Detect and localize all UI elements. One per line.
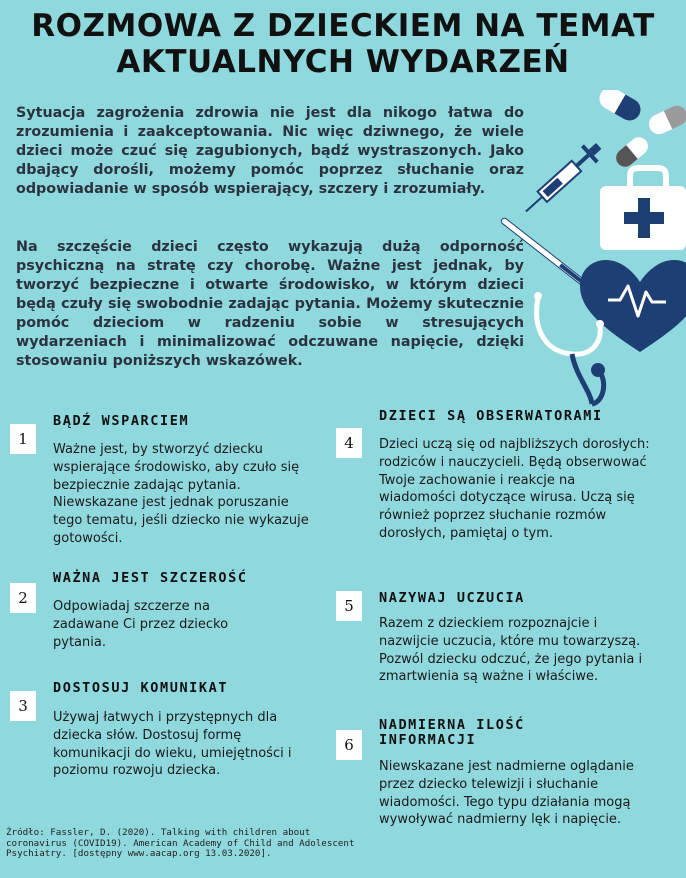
page-title bbox=[0, 8, 686, 80]
medical-illustration bbox=[480, 90, 686, 410]
tip-heading-5: NAZYWAJ UCZUCIA bbox=[379, 590, 525, 606]
tip-number-6: 6 bbox=[336, 730, 362, 760]
intro-paragraph-1: Sytuacja zagrożenia zdrowia nie jest dla nikogo łatwa do zrozumienia i zaakceptowania. Nic więc dziwnego, że wiele dzieci może czuć się zagubionych, bądź wystraszonych. Jako dbający dorośli, możemy pomóc poprzez słuchanie oraz odpowiadanie w sposób wspierający, szczery i zrozumiały. bbox=[16, 105, 524, 197]
tip-heading-2: WAŻNA JEST SZCZEROŚĆ bbox=[53, 570, 248, 586]
tip-text-2: Odpowiadaj szczerze na zadawane Ci przez dziecko pytania. bbox=[53, 599, 229, 650]
syringe-icon bbox=[519, 138, 607, 220]
tip-number-4: 4 bbox=[336, 428, 362, 458]
tip-number-3: 3 bbox=[10, 691, 36, 721]
title-line-2: AKTUALNYCH WYDARZEŃ bbox=[116, 44, 570, 80]
source-citation: Źródło: Fassler, D. (2020). Talking with children about coronavirus (COVID19). American Academy of Child and Adolescent Psychiatry. [dostępny www.aacap.org 13.03.2020]. bbox=[6, 827, 355, 859]
tip-heading-6: NADMIERNA ILOŚĆ INFORMACJI bbox=[379, 717, 525, 748]
tip-number-5: 5 bbox=[336, 591, 362, 621]
intro-paragraph-2: Na szczęście dzieci często wykazują dużą odporność psychiczną na stratę czy chorobę. Ważne jest jednak, by tworzyć bezpieczne i otwarte środowisko, w którym dzieci będą czuły się swobodnie zadając pytania. Możemy skutecznie pomóc dzieciom w radzeniu sobie w stresujących wydarzeniach i minimalizować odczuwane napięcie, dzięki stosowaniu poniższych wskazówek. bbox=[16, 239, 524, 369]
tip-text-6: Niewskazane jest nadmierne oglądanie przez dziecko telewizji i słuchanie wiadomości. Tego typu działania mogą wywoływać nadmierny lęk i napięcie. bbox=[379, 759, 634, 828]
tip-number-2: 2 bbox=[10, 583, 36, 613]
tip-text-4: Dzieci uczą się od najbliższych dorosłych: rodziców i nauczycieli. Będą obserwować Twoje zachowanie i reakcje na wiadomości dotyczące wirusa. Uczą się również poprzez słuchanie rozmów dorosłych, pamiętaj o tym. bbox=[379, 437, 650, 541]
tip-text-1: Ważne jest, by stworzyć dziecku wspierające środowisko, aby czuło się bezpiecznie zadając pytania. Niewskazane jest jednak poruszanie tego tematu, jeśli dziecko nie wykazuje gotowości. bbox=[53, 442, 309, 546]
tip-text-3: Używaj łatwych i przystępnych dla dziecka słów. Dostosuj formę komunikacji do wieku, umiejętności i poziomu rozwoju dziecka. bbox=[53, 710, 292, 779]
tip-text-5: Razem z dzieckiem rozpoznajcie i nazwijcie uczucia, które mu towarzyszą. Pozwól dziecku odczuć, że jego pytania i zmartwienia są ważne i właściwe. bbox=[379, 616, 643, 685]
tip-heading-3: DOSTOSUJ KOMUNIKAT bbox=[53, 680, 229, 696]
tip-heading-4: DZIECI SĄ OBSERWATORAMI bbox=[379, 408, 603, 424]
first-aid-kit-icon bbox=[600, 168, 686, 250]
heart-pulse-icon bbox=[580, 260, 686, 352]
tip-heading-1: BĄDŹ WSPARCIEM bbox=[53, 413, 190, 429]
title-line-1: ROZMOWA Z DZIECKIEM NA TEMAT bbox=[31, 8, 655, 44]
tip-number-1: 1 bbox=[10, 424, 36, 454]
pill-icon bbox=[595, 90, 686, 170]
